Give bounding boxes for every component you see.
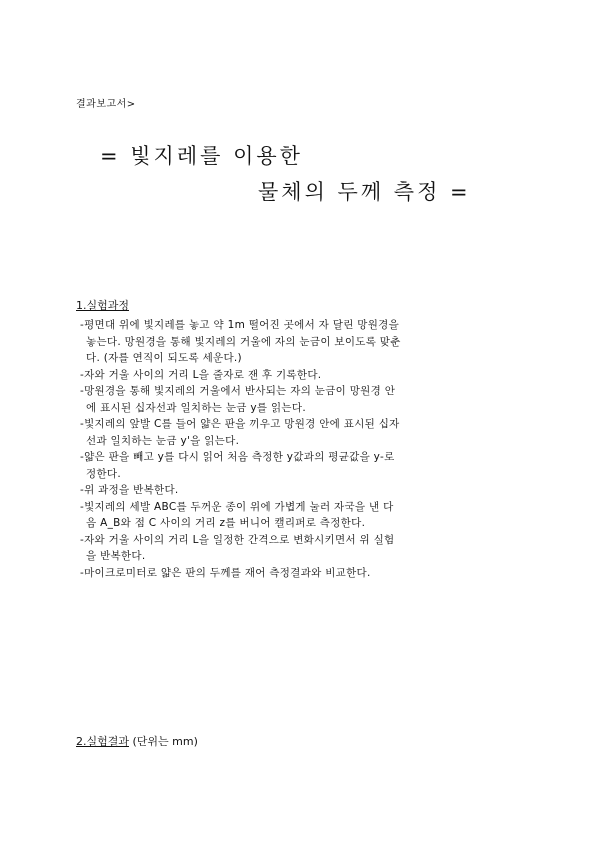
procedure-line: -위 과정을 반복한다. (80, 484, 179, 496)
procedure-step (80, 367, 520, 384)
procedure-step (80, 565, 520, 582)
procedure-step (80, 532, 520, 565)
procedure-line: 놓는다. 망원경을 통해 빛지레의 거울에 자의 눈금이 보이도록 맞춘 (86, 335, 401, 348)
procedure-line: -평면대 위에 빛지레를 놓고 약 1m 떨어진 곳에서 자 달린 망원경을 (80, 319, 400, 331)
header-label: 결과보고서> (76, 99, 136, 110)
procedure-line: -자와 거울 사이의 거리 L을 일정한 간격으로 변화시키면서 위 실험 (80, 533, 395, 546)
section-1-heading-text: 1.실험과정 (76, 299, 129, 312)
procedure-line: 선과 일치하는 눈금 y'을 읽는다. (86, 434, 240, 447)
procedure-line: 다. (자를 연직이 되도록 세운다.) (86, 352, 242, 364)
procedure-line: -마이크로미터로 얇은 판의 두께를 재어 측정결과와 비교한다. (80, 566, 371, 579)
procedure-step (80, 482, 520, 499)
procedure-step (80, 499, 520, 532)
procedure-step (80, 317, 520, 367)
procedure-line: -빛지레의 세발 ABC를 두꺼운 종이 위에 가볍게 눌러 자국을 낸 다 (80, 500, 394, 513)
procedure-step (80, 416, 520, 449)
procedure-line: 을 반복한다. (86, 550, 146, 562)
procedure-step (80, 449, 520, 482)
section-2-heading-text: 2.실험결과 (76, 735, 129, 748)
procedure-line: -자와 거울 사이의 거리 L을 줄자로 잰 후 기록한다. (80, 368, 322, 381)
section-1-heading (76, 297, 129, 313)
procedure-line: -망원경을 통해 빛지레의 거울에서 반사되는 자의 눈금이 망원경 안 (80, 385, 396, 397)
title-line-1: = 빛지레를 이용한 (100, 144, 303, 168)
procedure-line: -빛지레의 앞발 C를 들어 얇은 판을 끼우고 망원경 안에 표시된 십자 (80, 418, 400, 430)
procedure-line: 정한다. (86, 467, 121, 480)
procedure-list (80, 317, 520, 581)
procedure-line: 에 표시된 십자선과 일치하는 눈금 y를 읽는다. (86, 401, 306, 414)
procedure-step (80, 383, 520, 416)
procedure-line: 음 A_B와 점 C 사이의 거리 z를 버니어 캘리퍼로 측정한다. (86, 517, 366, 529)
title-line-2: 물체의 두께 측정 = (258, 180, 471, 204)
procedure-line: -얇은 판을 빼고 y를 다시 읽어 처음 측정한 y값과의 평균값을 y-로 (80, 451, 395, 463)
section-2-heading (76, 733, 198, 749)
section-2-unit-note: (단위는 mm) (129, 735, 198, 748)
